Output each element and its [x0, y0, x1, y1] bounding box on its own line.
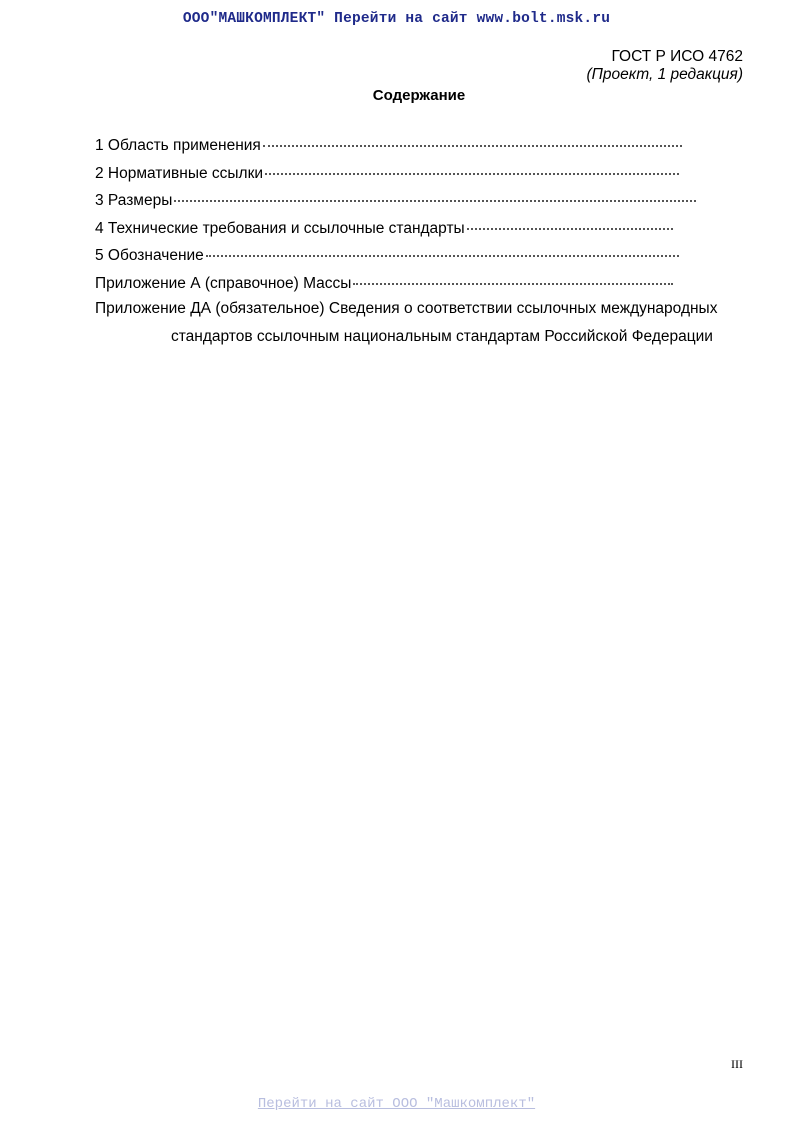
toc-entry-appendix-a	[95, 268, 745, 296]
toc-title: Содержание	[372, 87, 466, 104]
dot-leader	[467, 210, 673, 230]
toc-entry-label-line1: Приложение ДА (обязательное) Сведения о соответствии ссылочных международных	[95, 300, 718, 317]
dot-leader	[174, 182, 696, 202]
toc-entry-dimensions	[95, 185, 745, 213]
doc-number: ГОСТ Р ИСО 4762	[611, 48, 743, 65]
toc-entry-normative-references	[95, 158, 745, 186]
table-of-contents	[95, 130, 745, 350]
toc-entry-scope	[95, 130, 745, 158]
site-link-bottom[interactable]: Перейти на сайт ООО "Машкомплект"	[257, 1096, 536, 1112]
dot-leader	[353, 265, 673, 285]
document-identifier	[586, 48, 743, 84]
dot-leader	[265, 155, 679, 175]
toc-entry-appendix-da	[95, 295, 745, 350]
toc-entry-technical-requirements	[95, 213, 745, 241]
page-number: III	[731, 1057, 743, 1071]
doc-status: (Проект, 1 редакция)	[586, 66, 743, 83]
site-link-top[interactable]: ООО"МАШКОМПЛЕКТ" Перейти на сайт www.bolt.msk.ru	[182, 11, 611, 27]
toc-entry-label: 2 Нормативные ссылки	[95, 164, 264, 182]
dot-leader	[206, 237, 679, 257]
toc-entry-label: Приложение А (справочное) Массы	[95, 274, 352, 292]
toc-entry-label: 5 Обозначение	[95, 247, 204, 264]
dot-leader	[263, 127, 682, 147]
toc-entry-label: 1 Область применения	[95, 137, 261, 154]
toc-entry-designation	[95, 240, 745, 268]
toc-entry-label-line2: стандартов ссылочным национальным стандартам Российской Федерации	[171, 327, 713, 345]
toc-entry-label: 3 Размеры	[95, 192, 173, 209]
toc-entry-label: 4 Технические требования и ссылочные стандарты	[95, 219, 465, 237]
